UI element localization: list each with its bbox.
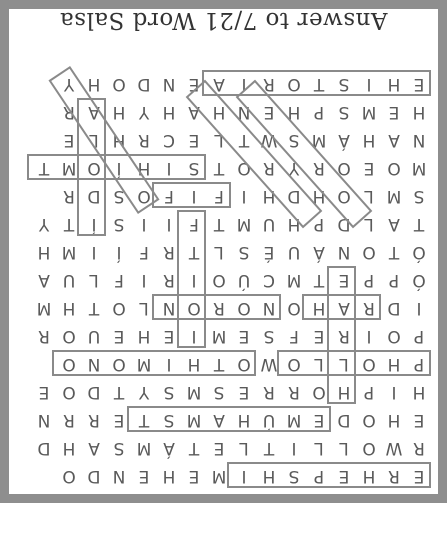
- grid-letter: Ó: [412, 270, 426, 290]
- grid-letter: O: [337, 186, 351, 206]
- grid-letter: F: [214, 186, 224, 206]
- grid-letter: R: [38, 326, 50, 346]
- grid-letter: H: [37, 242, 51, 262]
- grid-letter: L: [139, 298, 149, 318]
- grid-letter: Í: [91, 214, 97, 234]
- grid-letter: E: [188, 466, 200, 486]
- grid-letter: S: [113, 186, 125, 206]
- grid-letter: T: [38, 158, 50, 178]
- grid-letter: T: [63, 214, 75, 234]
- grid-letter: S: [288, 466, 300, 486]
- grid-letter: M: [411, 158, 427, 178]
- grid-letter: T: [213, 214, 225, 234]
- grid-letter: F: [139, 242, 149, 262]
- grid-letter: E: [188, 74, 200, 94]
- grid-letter: I: [366, 326, 372, 346]
- puzzle-caption: Answer to 7/21 Word Salsa: [59, 7, 388, 33]
- diagonal-word-highlight: [187, 81, 321, 227]
- grid-letter: T: [313, 270, 325, 290]
- grid-letter: A: [88, 102, 100, 122]
- grid-letter: Ú: [237, 270, 251, 290]
- grid-letter: L: [314, 354, 324, 374]
- grid-letter: W: [385, 438, 403, 458]
- grid-letter: T: [188, 438, 200, 458]
- grid-letter: E: [263, 102, 275, 122]
- grid-letter: L: [339, 438, 349, 458]
- grid-letter: U: [262, 214, 276, 234]
- grid-letter: R: [363, 298, 375, 318]
- grid-letter: O: [387, 158, 401, 178]
- grid-letter: Ó: [412, 242, 426, 262]
- grid-letter: S: [288, 130, 300, 150]
- grid-letter: S: [413, 186, 425, 206]
- grid-letter: S: [163, 382, 175, 402]
- grid-letter: U: [287, 242, 301, 262]
- grid-letter: P: [313, 466, 325, 486]
- grid-letter: M: [186, 382, 202, 402]
- grid-letter: H: [162, 102, 176, 122]
- grid-letter: M: [186, 410, 202, 430]
- grid-letter: E: [163, 326, 175, 346]
- grid-letter: E: [338, 466, 350, 486]
- grid-letter: A: [38, 270, 50, 290]
- grid-letter: A: [188, 102, 200, 122]
- grid-letter: F: [114, 270, 124, 290]
- grid-letter: M: [386, 186, 402, 206]
- grid-letter: I: [291, 438, 297, 458]
- grid-letter: O: [362, 438, 376, 458]
- grid-letter: H: [287, 214, 301, 234]
- grid-letter: O: [287, 354, 301, 374]
- grid-letter: R: [213, 298, 225, 318]
- grid-letter: O: [237, 158, 251, 178]
- grid-letter: H: [212, 102, 226, 122]
- grid-letter: R: [313, 158, 325, 178]
- grid-letter: T: [238, 130, 250, 150]
- grid-letter: R: [138, 130, 150, 150]
- grid-letter: M: [286, 410, 302, 430]
- grid-letter: P: [313, 102, 325, 122]
- grid-letter: H: [162, 466, 176, 486]
- grid-letter: M: [61, 158, 77, 178]
- grid-letter: E: [363, 158, 375, 178]
- grid-letter: E: [63, 130, 75, 150]
- grid-letter: C: [163, 130, 175, 150]
- grid-letter: M: [136, 438, 152, 458]
- grid-letter: F: [289, 326, 299, 346]
- grid-letter: H: [87, 74, 101, 94]
- grid-letter: N: [337, 242, 351, 262]
- grid-letter: O: [62, 326, 76, 346]
- grid-letter: Í: [116, 242, 122, 262]
- grid-letter: R: [88, 410, 100, 430]
- grid-letter: I: [416, 298, 422, 318]
- grid-letter: M: [61, 242, 77, 262]
- grid-letter: I: [241, 74, 247, 94]
- grid-letter: T: [413, 214, 425, 234]
- grid-letter: T: [138, 410, 150, 430]
- grid-letter: O: [212, 270, 226, 290]
- grid-letter: D: [87, 466, 101, 486]
- grid-letter: H: [187, 354, 201, 374]
- grid-letter: H: [62, 298, 76, 318]
- grid-letter: Í: [116, 158, 122, 178]
- grid-letter: E: [113, 410, 125, 430]
- grid-letter: É: [263, 242, 275, 262]
- grid-letter: D: [87, 186, 101, 206]
- grid-letter: Y: [138, 102, 150, 122]
- grid-letter: O: [187, 298, 201, 318]
- grid-letter: E: [238, 326, 250, 346]
- grid-letter: Y: [138, 382, 150, 402]
- grid-letter: S: [188, 158, 200, 178]
- grid-letter: E: [388, 102, 400, 122]
- grid-letter: H: [262, 466, 276, 486]
- grid-letter: P: [363, 270, 375, 290]
- grid-letter: R: [63, 186, 75, 206]
- grid-letter: S: [163, 410, 175, 430]
- grid-letter: L: [364, 186, 374, 206]
- grid-letter: H: [412, 382, 426, 402]
- grid-letter: S: [238, 242, 250, 262]
- grid-letter: T: [88, 298, 100, 318]
- grid-letter: P: [388, 270, 400, 290]
- grid-letter: R: [263, 158, 275, 178]
- grid-letter: L: [339, 354, 349, 374]
- grid-letter: H: [362, 130, 376, 150]
- grid-letter: I: [241, 466, 247, 486]
- grid-letter: H: [312, 186, 326, 206]
- grid-letter: O: [237, 354, 251, 374]
- grid-letter: O: [387, 326, 401, 346]
- grid-letter: E: [38, 382, 50, 402]
- grid-letter: S: [113, 214, 125, 234]
- grid-letter: N: [37, 410, 51, 430]
- grid-letter: P: [413, 326, 425, 346]
- grid-letter: I: [141, 214, 147, 234]
- grid-letter: H: [387, 354, 401, 374]
- grid-letter: E: [113, 326, 125, 346]
- grid-letter: I: [166, 158, 172, 178]
- grid-letter: M: [311, 130, 327, 150]
- grid-letter: H: [387, 74, 401, 94]
- grid-letter: T: [263, 438, 275, 458]
- grid-letter: M: [211, 466, 227, 486]
- grid-letter: T: [113, 382, 125, 402]
- grid-letter: D: [387, 298, 401, 318]
- grid-letter: H: [262, 186, 276, 206]
- grid-letter: N: [412, 130, 426, 150]
- grid-letter: A: [388, 130, 400, 150]
- grid-letter: W: [260, 130, 278, 150]
- grid-letter: Á: [313, 242, 325, 262]
- grid-letter: T: [188, 242, 200, 262]
- grid-letter: O: [62, 466, 76, 486]
- grid-letter: W: [260, 354, 278, 374]
- grid-letter: R: [163, 270, 175, 290]
- grid-letter: M: [236, 214, 252, 234]
- grid-letter: O: [62, 382, 76, 402]
- grid-letter: L: [314, 438, 324, 458]
- grid-letter: H: [112, 102, 126, 122]
- grid-letter: Y: [288, 158, 300, 178]
- grid-letter: I: [191, 270, 197, 290]
- grid-letter: H: [287, 102, 301, 122]
- grid-letter: O: [362, 354, 376, 374]
- grid-letter: L: [214, 242, 224, 262]
- grid-letter: S: [113, 438, 125, 458]
- grid-letter: Y: [38, 214, 50, 234]
- grid-letter: I: [166, 354, 172, 374]
- grid-letter: R: [338, 326, 350, 346]
- grid-letter: Y: [63, 74, 75, 94]
- grid-letter: O: [312, 382, 326, 402]
- grid-letter: N: [162, 298, 176, 318]
- grid-letter: L: [89, 270, 99, 290]
- grid-letter: U: [87, 326, 101, 346]
- grid-letter: I: [91, 242, 97, 262]
- grid-letter: M: [286, 270, 302, 290]
- grid-letter: U: [62, 270, 76, 290]
- grid-letter: D: [337, 410, 351, 430]
- diagonal-word-highlight: [237, 81, 371, 227]
- grid-letter: H: [62, 438, 76, 458]
- grid-letter: C: [263, 270, 275, 290]
- grid-letter: E: [213, 438, 225, 458]
- grid-letter: R: [388, 466, 400, 486]
- grid-letter: D: [337, 214, 351, 234]
- grid-letter: E: [413, 466, 425, 486]
- grid-letter: O: [137, 186, 151, 206]
- grid-letter: M: [136, 354, 152, 374]
- grid-letter: O: [112, 354, 126, 374]
- grid-letter: R: [163, 242, 175, 262]
- grid-letter: H: [137, 326, 151, 346]
- grid-letter: P: [363, 382, 375, 402]
- grid-letter: M: [211, 326, 227, 346]
- grid-letter: M: [36, 298, 52, 318]
- grid-letter: F: [189, 214, 199, 234]
- grid-letter: I: [241, 186, 247, 206]
- grid-letter: O: [87, 158, 101, 178]
- grid-letter: E: [338, 270, 350, 290]
- grid-letter: R: [263, 74, 275, 94]
- grid-letter: I: [191, 326, 197, 346]
- grid-letter: L: [89, 130, 99, 150]
- grid-letter: S: [263, 326, 275, 346]
- grid-letter: Á: [163, 438, 175, 458]
- grid-letter: O: [112, 74, 126, 94]
- grid-letter: E: [188, 130, 200, 150]
- grid-letter: O: [287, 74, 301, 94]
- grid-letter: I: [191, 186, 197, 206]
- grid-letter: S: [338, 102, 350, 122]
- grid-letter: N: [162, 74, 176, 94]
- grid-letter: O: [62, 354, 76, 374]
- grid-letter: E: [238, 382, 250, 402]
- grid-letter: T: [213, 158, 225, 178]
- grid-letter: O: [337, 158, 351, 178]
- grid-letter: T: [388, 242, 400, 262]
- grid-letter: P: [413, 354, 425, 374]
- grid-letter: D: [287, 186, 301, 206]
- grid-letter: A: [88, 438, 100, 458]
- grid-letter: H: [312, 298, 326, 318]
- grid-letter: H: [337, 382, 351, 402]
- grid-letter: H: [362, 466, 376, 486]
- grid-letter: N: [112, 466, 126, 486]
- grid-letter: A: [338, 298, 350, 318]
- grid-letter: I: [391, 382, 397, 402]
- grid-letter: O: [287, 298, 301, 318]
- grid-letter: F: [164, 186, 174, 206]
- grid-letter: L: [364, 214, 374, 234]
- grid-letter: N: [262, 298, 276, 318]
- grid-letter: A: [388, 214, 400, 234]
- grid-letter: A: [213, 410, 225, 430]
- grid-letter: O: [362, 410, 376, 430]
- grid-letter: T: [213, 354, 225, 374]
- grid-letter: I: [166, 214, 172, 234]
- grid-letter: R: [63, 410, 75, 430]
- diagonal-word-highlight: [50, 67, 158, 212]
- grid-letter: O: [237, 298, 251, 318]
- grid-letter: E: [413, 74, 425, 94]
- grid-letter: H: [237, 410, 251, 430]
- grid-letter: D: [37, 438, 51, 458]
- grid-letter: L: [214, 130, 224, 150]
- grid-letter: I: [366, 74, 372, 94]
- grid-letter: A: [213, 74, 225, 94]
- grid-letter: E: [313, 410, 325, 430]
- grid-letter: S: [213, 382, 225, 402]
- grid-letter: N: [237, 102, 251, 122]
- grid-letter: R: [288, 382, 300, 402]
- grid-letter: H: [137, 158, 151, 178]
- grid-letter: Ú: [262, 410, 276, 430]
- grid-letter: I: [141, 270, 147, 290]
- grid-letter: E: [138, 466, 150, 486]
- grid-letter: N: [87, 354, 101, 374]
- grid-letter: D: [87, 382, 101, 402]
- grid-letter: D: [137, 74, 151, 94]
- grid-letter: S: [338, 74, 350, 94]
- grid-letter: E: [313, 326, 325, 346]
- grid-letter: H: [412, 102, 426, 122]
- grid-letter: Á: [338, 130, 350, 150]
- grid-letter: M: [361, 102, 377, 122]
- grid-letter: H: [112, 130, 126, 150]
- grid-letter: L: [239, 438, 249, 458]
- grid-letter: O: [112, 298, 126, 318]
- grid-letter: E: [413, 410, 425, 430]
- grid-letter: T: [313, 74, 325, 94]
- grid-letter: R: [63, 102, 75, 122]
- grid-letter: O: [362, 242, 376, 262]
- grid-letter: P: [313, 214, 325, 234]
- grid-letter: H: [387, 410, 401, 430]
- grid-letter: R: [263, 382, 275, 402]
- grid-letter: R: [413, 438, 425, 458]
